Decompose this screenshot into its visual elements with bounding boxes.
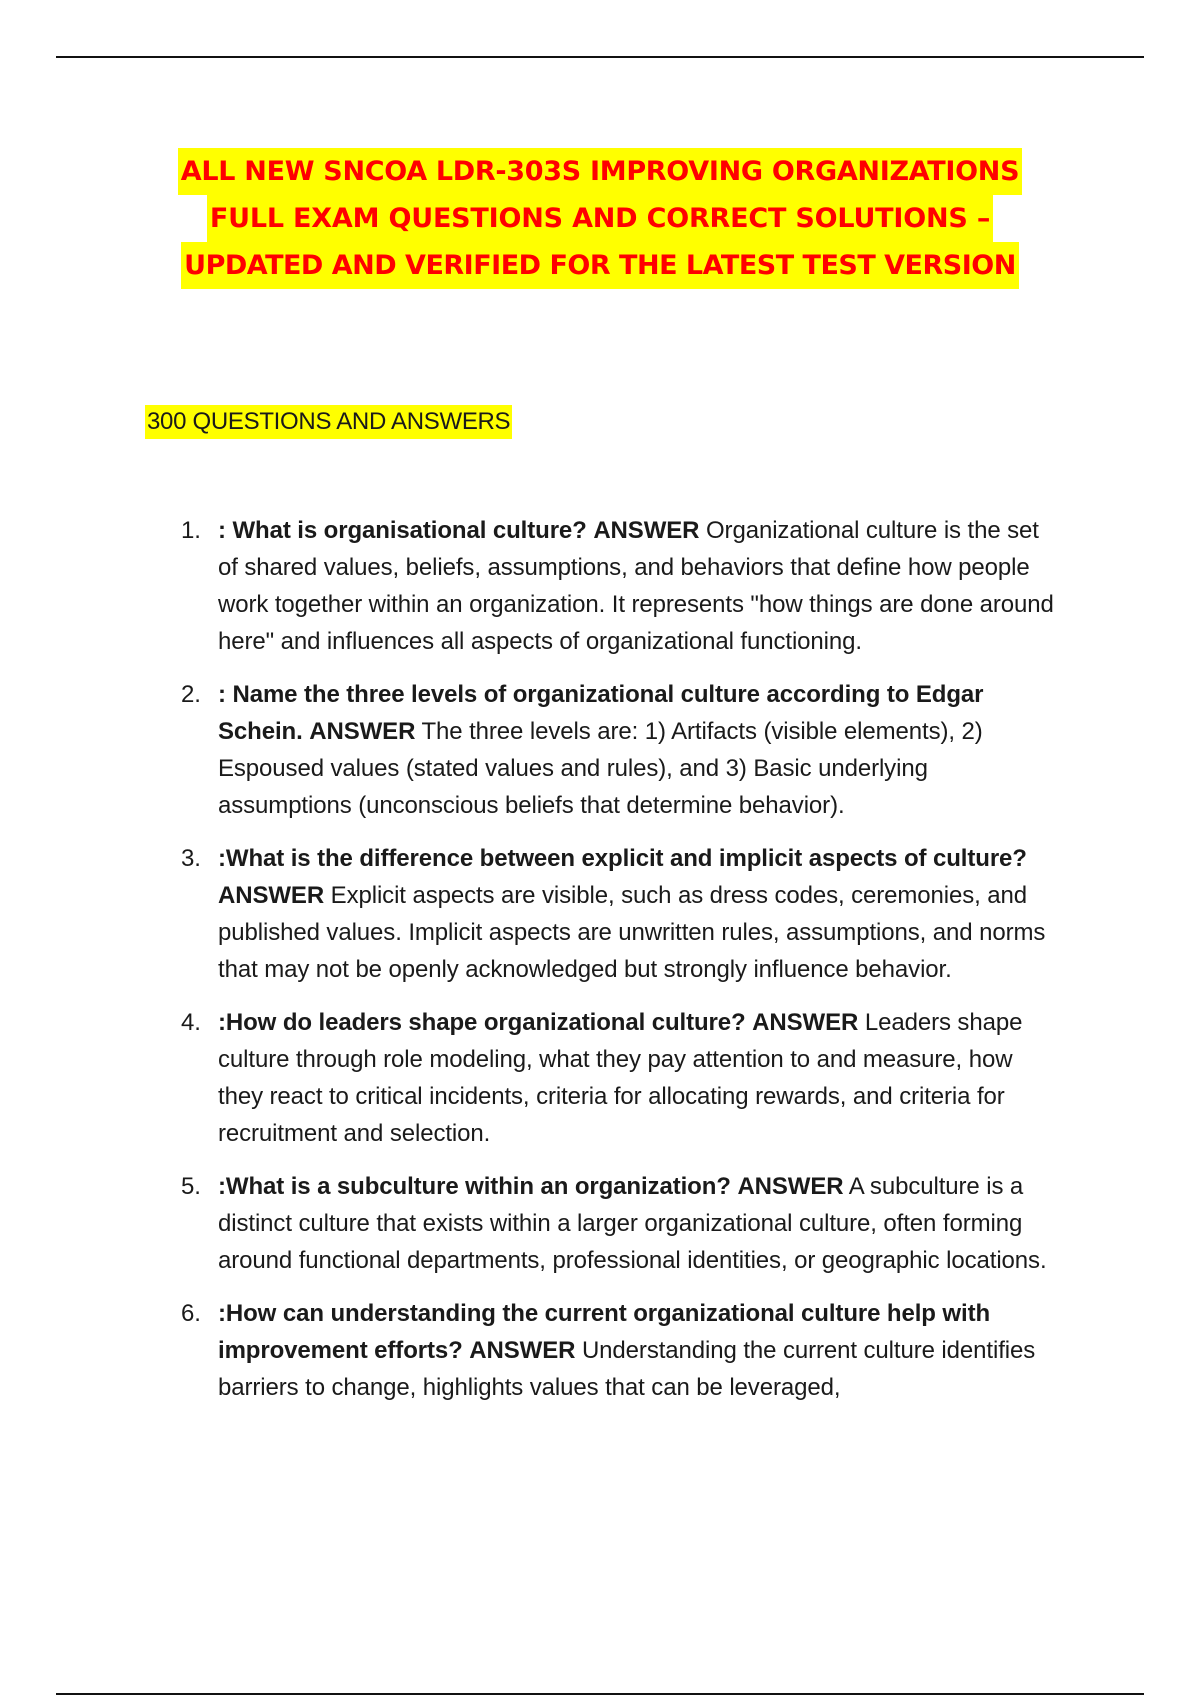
question-text: : Name the three levels of organizational culture according to Edgar Schein. <box>218 681 984 745</box>
question-text: : What is organisational culture? <box>218 517 587 544</box>
answer-text: Understanding the current culture identifies barriers to change, highlights values that can be leveraged, <box>218 1337 1036 1401</box>
question-text: :How do leaders shape organizational culture? <box>218 1009 746 1036</box>
question-text: :What is the difference between explicit and implicit aspects of culture? <box>218 845 1027 872</box>
qa-item-5 <box>0 1168 1060 1279</box>
bottom-rule <box>56 1693 1144 1695</box>
item-number: 2. <box>181 681 201 708</box>
answer-text: The three levels are: 1) Artifacts (visible elements), 2) Espoused values (stated values and rules), and 3) Basic underlying assumptions (unconscious beliefs that determine behavior). <box>218 718 983 819</box>
document-title <box>0 148 1200 289</box>
answer-label: ANSWER <box>593 517 700 544</box>
item-number: 1. <box>181 517 201 544</box>
answer-label: ANSWER <box>218 882 325 909</box>
qa-item-1 <box>0 512 1060 660</box>
answer-label: ANSWER <box>737 1173 844 1200</box>
answer-label: ANSWER <box>752 1009 859 1036</box>
title-line-1: ALL NEW SNCOA LDR-303S IMPROVING ORGANIZATIONS <box>178 148 1022 195</box>
title-line-3: UPDATED AND VERIFIED FOR THE LATEST TEST VERSION <box>181 242 1019 289</box>
qa-item-6 <box>0 1295 1060 1406</box>
document-subtitle: 300 QUESTIONS AND ANSWERS <box>145 405 512 439</box>
item-number: 6. <box>181 1300 201 1327</box>
qa-list <box>0 512 1200 1422</box>
title-line-2: FULL EXAM QUESTIONS AND CORRECT SOLUTIONS – <box>207 195 993 242</box>
qa-item-3 <box>0 840 1060 988</box>
item-number: 5. <box>181 1173 201 1200</box>
top-rule <box>56 56 1144 58</box>
item-number: 4. <box>181 1009 201 1036</box>
answer-text: Organizational culture is the set of shared values, beliefs, assumptions, and behaviors that define how people work together within an organization. It represents "how things are done around here" and influences all aspects of organizational functioning. <box>218 517 1054 655</box>
answer-label: ANSWER <box>309 718 416 745</box>
qa-item-2 <box>0 676 1060 824</box>
question-text: :How can understanding the current organizational culture help with improvement efforts? <box>218 1300 991 1364</box>
answer-text: A subculture is a distinct culture that exists within a larger organizational culture, often forming around functional departments, professional identities, or geographic locations. <box>218 1173 1047 1274</box>
qa-item-4 <box>0 1004 1060 1152</box>
question-text: :What is a subculture within an organization? <box>218 1173 731 1200</box>
answer-text: Explicit aspects are visible, such as dress codes, ceremonies, and published values. Implicit aspects are unwritten rules, assumptions, and norms that may not be openly acknowledged but strongly influence behavior. <box>218 882 1046 983</box>
answer-text: Leaders shape culture through role modeling, what they pay attention to and measure, how they react to critical incidents, criteria for allocating rewards, and criteria for recruitment and selection. <box>218 1009 1023 1147</box>
answer-label: ANSWER <box>469 1337 576 1364</box>
item-number: 3. <box>181 845 201 872</box>
